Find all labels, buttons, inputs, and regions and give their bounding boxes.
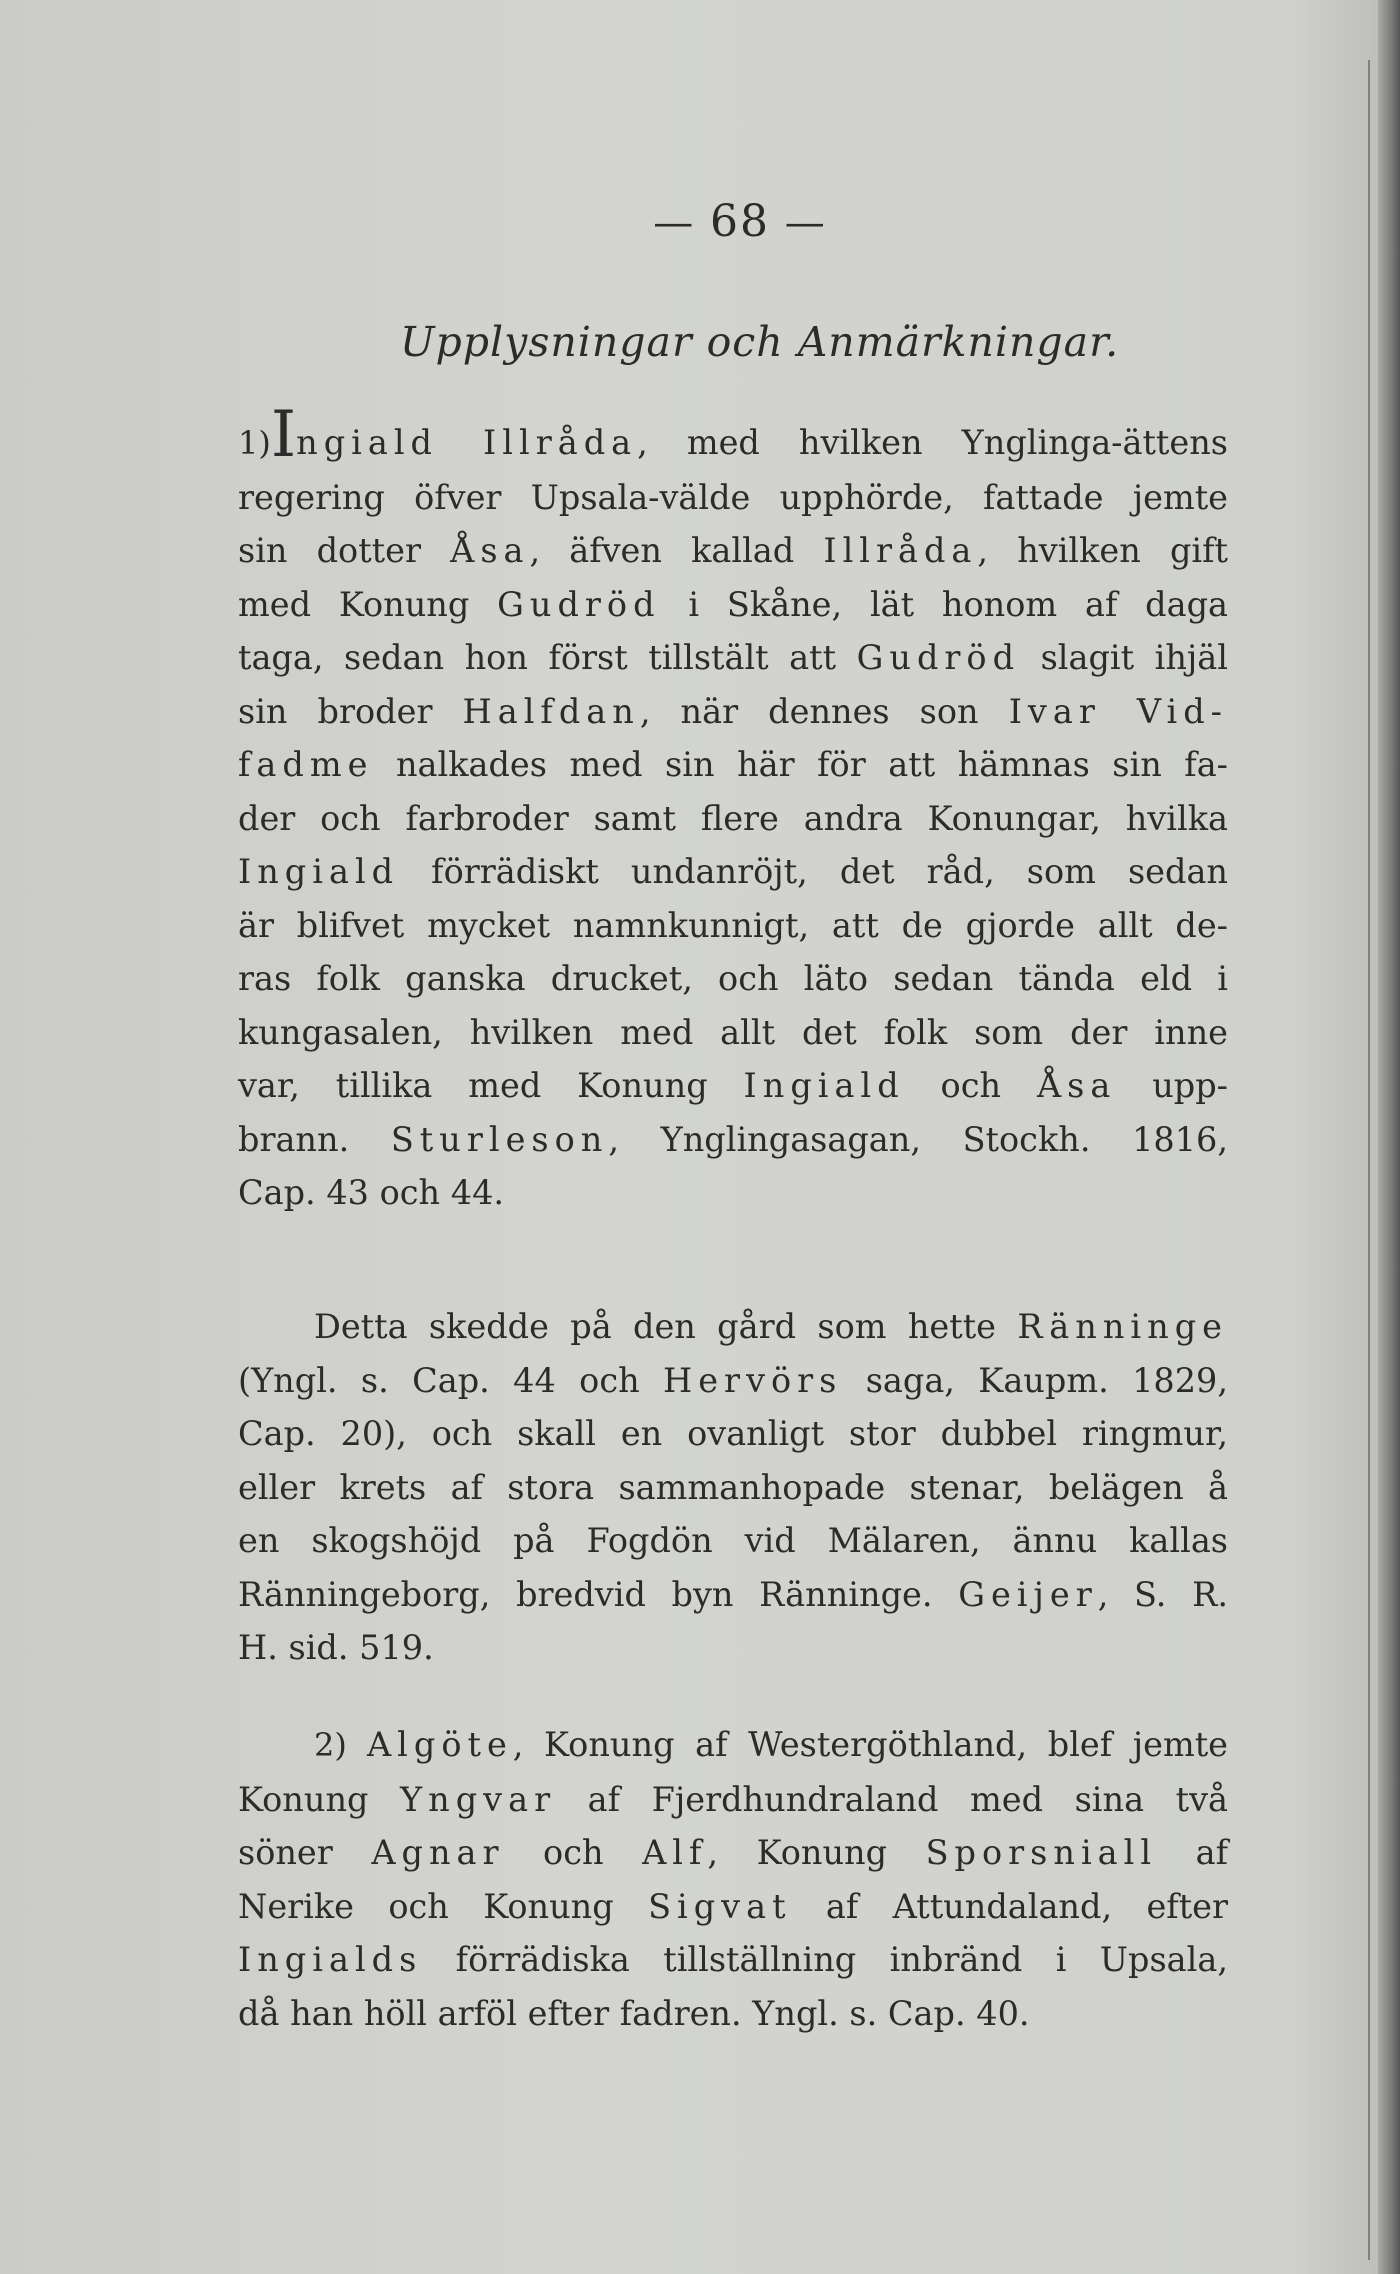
dash-left: —	[653, 200, 710, 246]
drop-cap: I	[270, 398, 297, 472]
emphasized-name: Hervörs	[663, 1360, 843, 1400]
note-1-line	[238, 738, 1228, 792]
text-run: Nerike och Konung	[238, 1886, 649, 1926]
note-1-line	[238, 1006, 1228, 1060]
text-run: , när dennes son	[639, 691, 1009, 731]
text-run: regering öfver Upsala-välde upphörde, fattade jemte	[238, 477, 1228, 517]
text-run: , S. R.	[1097, 1574, 1228, 1614]
text-run: brann.	[238, 1119, 391, 1159]
text-run: ras folk ganska drucket, och läto sedan tända eld i	[238, 959, 1228, 998]
emphasized-name: Illråda	[823, 531, 978, 570]
emphasized-name: Åsa	[1036, 1066, 1117, 1105]
emphasized-name: Halfdan	[462, 691, 640, 731]
text-run: af Fjerdhundraland med sina två	[556, 1779, 1228, 1819]
note-1-line	[238, 578, 1228, 632]
text-run: förrädiska tillställning inbränd i Upsala,	[422, 1940, 1228, 1979]
note-1-line	[238, 952, 1228, 1006]
text-run: med Konung	[238, 584, 498, 624]
text-run: , hvilken gift	[977, 531, 1228, 570]
page-edge-line	[1368, 60, 1370, 2260]
note-1-line	[238, 631, 1228, 685]
text-run: en skogshöjd på Fogdön vid Mälaren, ännu kallas	[238, 1521, 1228, 1560]
emphasized-name: Yngvar	[400, 1779, 557, 1819]
note-1-line	[238, 899, 1228, 953]
text-run: Ränningeborg, bredvid byn Ränninge.	[238, 1574, 959, 1614]
note-2-line	[238, 1718, 1228, 1773]
note-2-line	[238, 1826, 1228, 1880]
emphasized-name: Agnar	[371, 1833, 505, 1872]
note-1-continuation	[238, 1300, 1228, 1675]
note-1-line	[238, 524, 1228, 578]
emphasized-name: Sigvat	[648, 1886, 792, 1926]
text-run: , Ynglingasagan, Stockh. 1816,	[608, 1119, 1228, 1159]
emphasized-name: Ingialds	[238, 1940, 423, 1979]
note-2-line	[238, 1987, 1228, 2041]
note-2-line	[238, 1933, 1228, 1987]
emphasized-name: Alf	[642, 1833, 708, 1872]
emphasized-name: Sturleson	[390, 1119, 609, 1159]
note-1-line	[238, 1059, 1228, 1113]
emphasized-name: Gudröd	[856, 638, 1021, 677]
note-1b-line	[238, 1621, 1228, 1675]
text-run: saga, Kaupm. 1829,	[842, 1360, 1229, 1400]
text-run: sin broder	[238, 691, 463, 731]
emphasized-name: Geijer	[958, 1574, 1098, 1614]
note-1-line	[238, 792, 1228, 846]
dash-right: —	[770, 200, 827, 246]
text-run: , äfven kallad	[529, 531, 824, 570]
text-run: , Konung af Westergöthland, blef jemte	[512, 1725, 1229, 1764]
text-run: af	[1157, 1833, 1228, 1872]
note-1	[238, 398, 1228, 1220]
emphasized-name: Ivar Vid-	[1008, 691, 1228, 731]
text-run: söner	[238, 1833, 372, 1872]
emphasized-name: Åsa	[450, 531, 530, 570]
note-1b-line	[238, 1514, 1228, 1568]
text-run: , Konung	[707, 1833, 926, 1872]
book-spine	[1378, 0, 1400, 2274]
emphasized-name: fadme	[238, 745, 374, 784]
emphasized-name: Gudröd	[497, 584, 661, 624]
text-run: förrädiskt undanröjt, det råd, som sedan	[399, 852, 1228, 891]
footnote-number: 2)	[314, 1726, 367, 1764]
text-run: sin dotter	[238, 531, 451, 570]
note-1b-line	[238, 1354, 1228, 1408]
note-1b-line	[238, 1568, 1228, 1622]
note-1-line	[238, 1113, 1228, 1167]
note-2	[238, 1718, 1228, 2040]
page-number: — 68 —	[653, 196, 827, 247]
note-1b-line	[238, 1300, 1228, 1354]
text-run: Cap. 20), och skall en ovanligt stor dubbel ringmur,	[238, 1414, 1228, 1453]
note-2-line	[238, 1773, 1228, 1827]
emphasized-name: Ränninge	[1017, 1307, 1228, 1346]
text-run: var, tillika med Konung	[238, 1066, 744, 1105]
note-1-line	[238, 1166, 1228, 1220]
text-run: taga, sedan hon först tillstält att	[238, 638, 857, 677]
text-run: (Yngl. s. Cap. 44 och	[238, 1360, 664, 1400]
note-1-line	[238, 398, 1228, 472]
text-run: nalkades med sin här för att hämnas sin fa-	[373, 745, 1228, 784]
note-1-line	[238, 845, 1228, 899]
emphasized-name: Ingiald	[238, 852, 400, 891]
emphasized-name: Ingiald	[743, 1066, 905, 1105]
emphasized-name: Sporsniall	[925, 1833, 1158, 1872]
section-heading: Upplysningar och Anmärkningar.	[400, 318, 1120, 366]
note-1b-line	[238, 1461, 1228, 1515]
footnote-number: 1)	[238, 424, 271, 462]
emphasized-name: ngiald Illråda	[296, 423, 638, 462]
text-run: och	[904, 1066, 1037, 1105]
text-run: af Attundaland, efter	[791, 1886, 1228, 1926]
text-run: Cap. 43 och 44.	[238, 1173, 505, 1212]
note-1b-line	[238, 1407, 1228, 1461]
text-run: kungasalen, hvilken med allt det folk som der inne	[238, 1012, 1228, 1052]
note-1-line	[238, 685, 1228, 739]
text-run: , med hvilken Ynglinga-ättens	[637, 423, 1228, 462]
text-run: upp-	[1116, 1066, 1228, 1105]
text-run: eller krets af stora sammanhopade stenar, belägen å	[238, 1467, 1228, 1507]
text-run: då han höll arföl efter fadren. Yngl. s. Cap. 40.	[238, 1993, 1030, 2033]
text-run: är blifvet mycket namnkunnigt, att de gjorde allt de-	[238, 905, 1228, 945]
text-run: Detta skedde på den gård som hette	[314, 1307, 1018, 1346]
text-run: Konung	[238, 1779, 401, 1819]
text-run: der och farbroder samt flere andra Konungar, hvilka	[238, 798, 1228, 838]
text-run: slagit ihjäl	[1020, 638, 1228, 677]
emphasized-name: Algöte	[366, 1725, 513, 1764]
text-run: i Skåne, lät honom af daga	[660, 584, 1228, 624]
note-1-line	[238, 471, 1228, 525]
text-run: H. sid. 519.	[238, 1628, 434, 1667]
note-2-line	[238, 1880, 1228, 1934]
text-run: och	[504, 1833, 643, 1872]
